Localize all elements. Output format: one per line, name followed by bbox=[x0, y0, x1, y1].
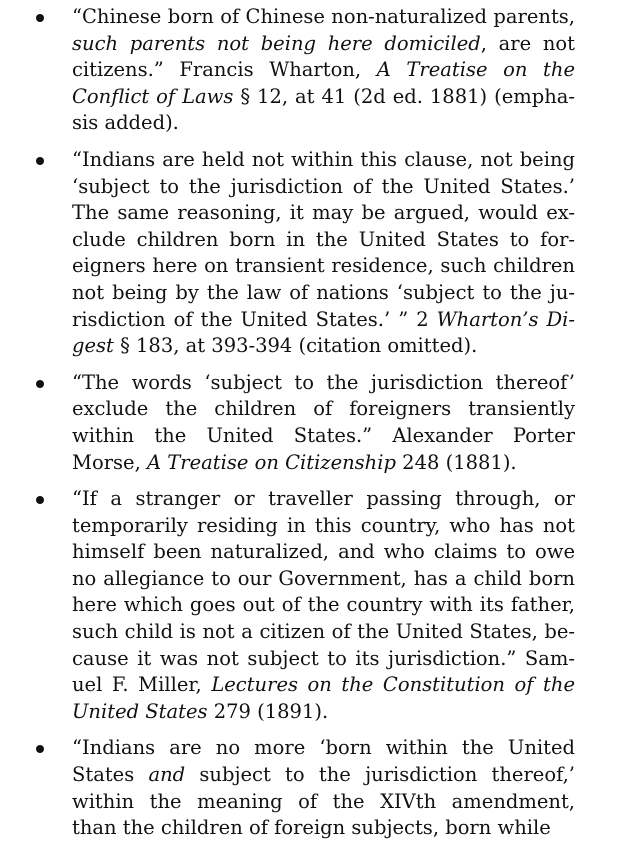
text-line bbox=[72, 619, 575, 646]
text-line bbox=[72, 789, 575, 816]
bullet-icon bbox=[36, 496, 44, 504]
text-line bbox=[72, 31, 575, 58]
text-line bbox=[72, 307, 575, 334]
citation-text bbox=[72, 486, 575, 725]
italic-text: United States bbox=[72, 699, 208, 723]
italic-text: gest bbox=[72, 334, 114, 358]
text-line bbox=[72, 253, 575, 280]
citation-text bbox=[72, 4, 575, 137]
text-line bbox=[72, 84, 575, 111]
text-segment: citizens.” Francis Wharton, bbox=[72, 58, 377, 82]
text-segment: sis added). bbox=[72, 111, 179, 135]
text-segment: ‘subject to the jurisdiction of the United States.’ bbox=[72, 174, 575, 198]
text-segment: risdiction of the United States.’ ” 2 bbox=[72, 307, 437, 331]
text-line bbox=[72, 646, 575, 673]
text-line bbox=[72, 815, 575, 842]
text-segment: “The words ‘subject to the jurisdiction thereof’ bbox=[72, 370, 575, 394]
text-segment: § 183, at 393-394 (citation omitted). bbox=[113, 334, 478, 358]
text-segment: 279 (1891). bbox=[207, 699, 329, 723]
text-segment: 248 (1881). bbox=[395, 450, 517, 474]
bullet-icon bbox=[36, 380, 44, 388]
text-line bbox=[72, 762, 575, 789]
text-segment: , are not bbox=[480, 31, 575, 55]
text-segment: “If a stranger or traveller passing through, or bbox=[72, 487, 575, 511]
text-segment: himself been naturalized, and who claims to owe bbox=[72, 540, 575, 564]
italic-text: and bbox=[148, 763, 186, 787]
text-line bbox=[72, 396, 575, 423]
text-line bbox=[72, 566, 575, 593]
bullet-icon bbox=[36, 745, 44, 753]
text-segment: here which goes out of the country with its father, bbox=[72, 593, 575, 617]
text-segment: § 12, at 41 (2d ed. 1881) (empha- bbox=[233, 84, 575, 108]
text-segment: The same reasoning, it may be argued, would ex- bbox=[72, 201, 575, 225]
text-line bbox=[72, 174, 575, 201]
italic-text: Conflict of Laws bbox=[72, 84, 234, 108]
text-segment: States bbox=[72, 763, 149, 787]
text-segment: “Chinese born of Chinese non-naturalized parents, bbox=[72, 5, 575, 28]
text-segment: no allegiance to our Government, has a child born bbox=[72, 566, 575, 590]
citation-item bbox=[24, 486, 575, 725]
text-line bbox=[72, 592, 575, 619]
citation-item bbox=[24, 4, 575, 137]
text-line bbox=[72, 672, 575, 699]
italic-text: such parents not being here domiciled bbox=[72, 31, 481, 55]
citation-text bbox=[72, 147, 575, 360]
text-segment: “Indians are no more ‘born within the United bbox=[72, 736, 575, 760]
text-segment: not being by the law of nations ‘subject to the ju- bbox=[72, 280, 575, 304]
italic-text: Lectures on the Constitution of the bbox=[211, 673, 575, 697]
citation-item bbox=[24, 735, 575, 841]
text-segment: “Indians are held not within this clause, not being bbox=[72, 147, 575, 171]
text-segment: than the children of foreign subjects, born while bbox=[72, 816, 551, 840]
citation-text bbox=[72, 735, 575, 841]
text-segment: within the meaning of the XIVth amendment, bbox=[72, 789, 575, 813]
text-line bbox=[72, 147, 575, 174]
text-segment: such child is not a citizen of the United States, be- bbox=[72, 620, 575, 644]
citation-list bbox=[24, 4, 575, 842]
text-line bbox=[72, 699, 575, 726]
text-line bbox=[72, 486, 575, 513]
text-line bbox=[72, 200, 575, 227]
text-line bbox=[72, 110, 575, 137]
text-segment: subject to the jurisdiction thereof,’ bbox=[185, 763, 575, 787]
text-line bbox=[72, 450, 575, 477]
italic-text: Wharton’s Di- bbox=[436, 307, 575, 331]
text-segment: within the United States.” Alexander Porter bbox=[72, 423, 575, 447]
bullet-icon bbox=[36, 157, 44, 165]
text-line bbox=[72, 57, 575, 84]
citation-text bbox=[72, 370, 575, 476]
text-segment: exclude the children of foreigners transiently bbox=[72, 397, 575, 421]
text-segment: cause it was not subject to its jurisdiction.” Sam- bbox=[72, 646, 575, 670]
text-line bbox=[72, 423, 575, 450]
text-line bbox=[72, 370, 575, 397]
text-line bbox=[72, 4, 575, 31]
text-line bbox=[72, 539, 575, 566]
citation-item bbox=[24, 147, 575, 360]
text-line bbox=[72, 513, 575, 540]
text-segment: clude children born in the United States to for- bbox=[72, 227, 575, 251]
italic-text: A Treatise on Citizenship bbox=[146, 450, 396, 474]
italic-text: A Treatise on the bbox=[376, 58, 575, 82]
bullet-icon bbox=[36, 14, 44, 22]
text-segment: temporarily residing in this country, who has not bbox=[72, 513, 575, 537]
text-segment: eigners here on transient residence, such children bbox=[72, 254, 575, 278]
text-segment: uel F. Miller, bbox=[72, 673, 212, 697]
citation-item bbox=[24, 370, 575, 476]
text-segment: Morse, bbox=[72, 450, 147, 474]
text-line bbox=[72, 333, 575, 360]
text-line bbox=[72, 735, 575, 762]
text-line bbox=[72, 227, 575, 254]
text-line bbox=[72, 280, 575, 307]
